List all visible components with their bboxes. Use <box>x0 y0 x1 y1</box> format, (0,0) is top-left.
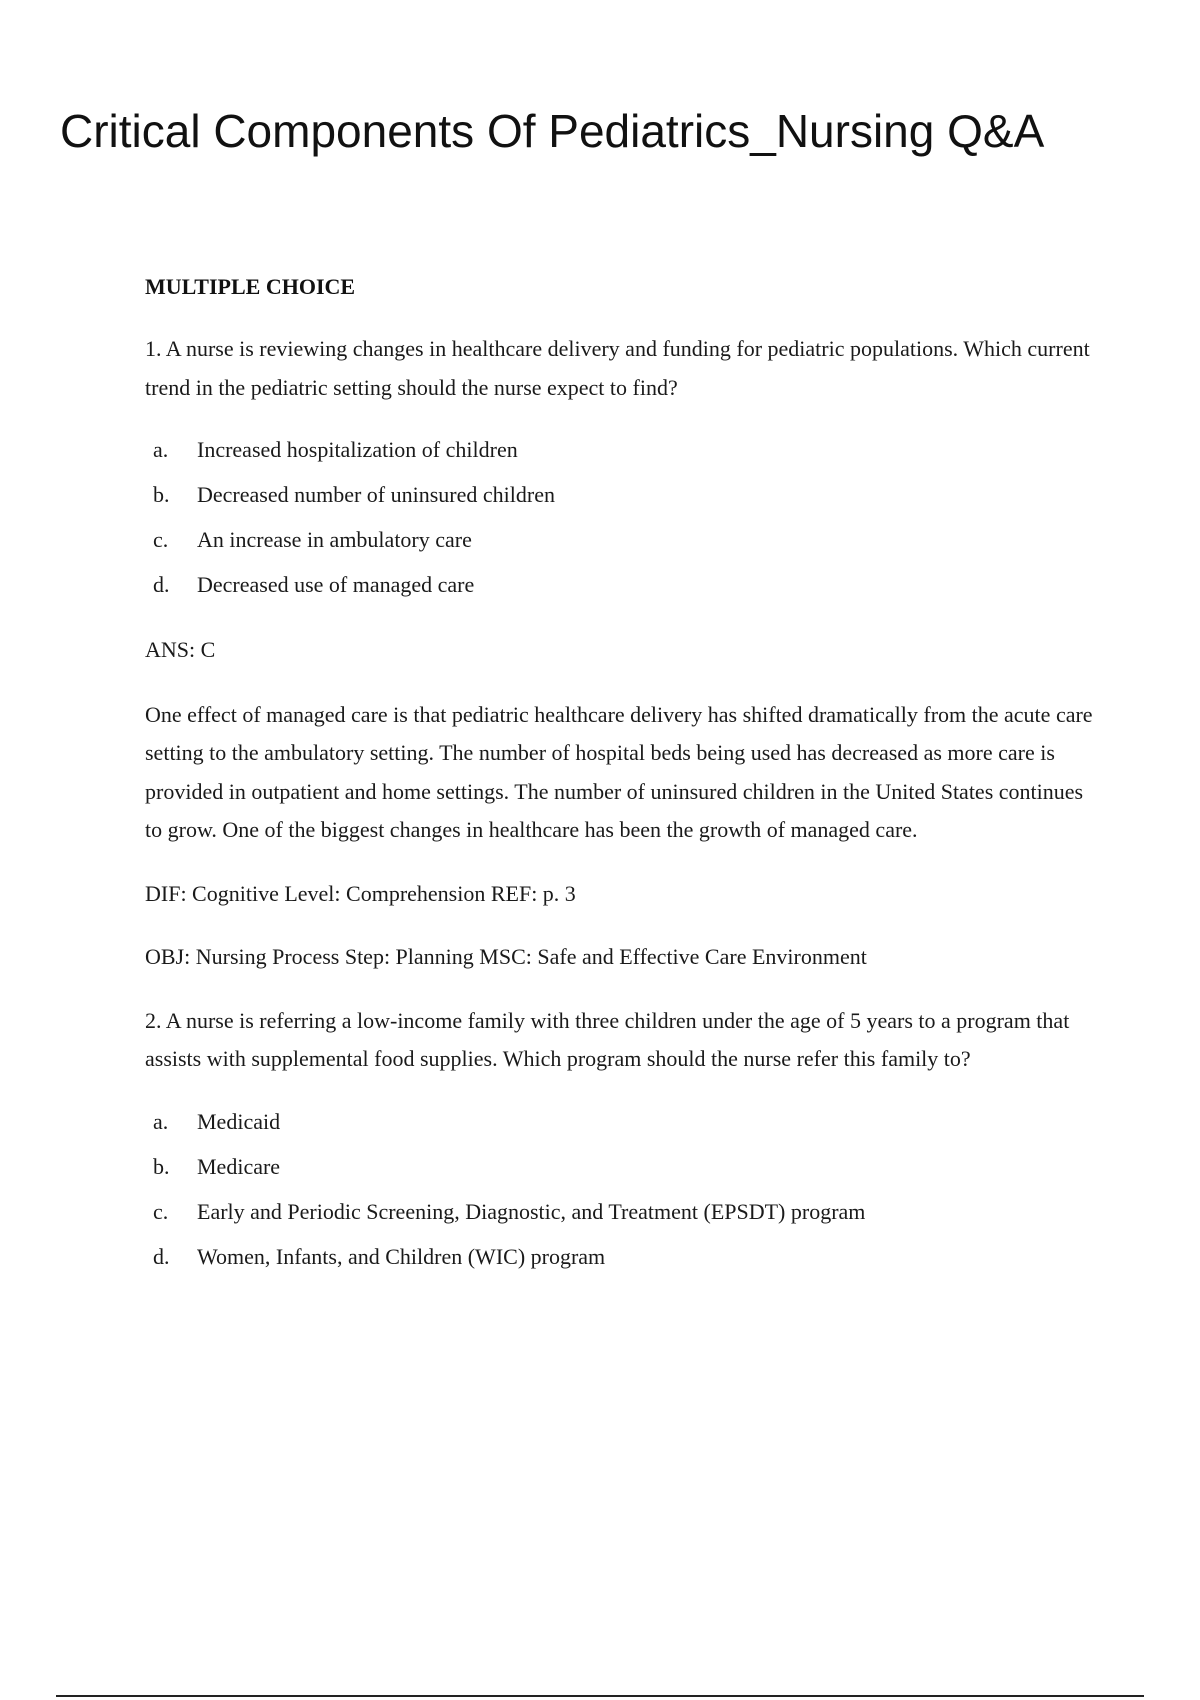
option-text: Decreased use of managed care <box>197 572 475 597</box>
option-list <box>145 1099 1105 1279</box>
option-d <box>145 1234 1105 1279</box>
question-2 <box>145 1002 1105 1279</box>
option-d <box>145 562 1105 607</box>
option-list <box>145 427 1105 607</box>
document-title: Critical Components Of Pediatrics_Nursing Q&A <box>60 105 1045 157</box>
question-stem: 2. A nurse is referring a low-income family with three children under the age of 5 years to a program that assists with supplemental food supplies. Which program should the nurse refer this family to? <box>145 1007 1070 1071</box>
difficulty-ref: DIF: Cognitive Level: Comprehension REF: p. 3 <box>145 880 576 906</box>
option-text: Early and Periodic Screening, Diagnostic, and Treatment (EPSDT) program <box>197 1198 866 1224</box>
option-letter: c. <box>153 527 169 552</box>
option-c <box>145 517 1105 562</box>
option-text: Women, Infants, and Children (WIC) program <box>197 1243 606 1269</box>
option-text: Medicaid <box>197 1108 281 1134</box>
document-body <box>145 272 1105 1303</box>
option-b <box>145 472 1105 517</box>
option-letter: b. <box>153 482 170 507</box>
question-stem: 1. A nurse is reviewing changes in healthcare delivery and funding for pediatric populations. Which current trend in the pediatric setting should the nurse expect to find? <box>145 336 1090 400</box>
answer-key: ANS: C <box>145 637 216 662</box>
objective-msc: OBJ: Nursing Process Step: Planning MSC: Safe and Effective Care Environment <box>145 944 867 969</box>
option-a <box>145 427 1105 472</box>
option-letter: a. <box>153 437 169 462</box>
option-c <box>145 1189 1105 1234</box>
option-text: An increase in ambulatory care <box>197 527 472 552</box>
option-letter: c. <box>153 1198 169 1224</box>
option-letter: d. <box>153 1243 170 1269</box>
section-label: MULTIPLE CHOICE <box>145 274 356 299</box>
option-letter: a. <box>153 1108 169 1134</box>
option-letter: b. <box>153 1153 170 1179</box>
option-text: Increased hospitalization of children <box>197 437 518 462</box>
option-b <box>145 1144 1105 1189</box>
rationale: One effect of managed care is that pediatric healthcare delivery has shifted dramatically from the acute care setting to the ambulatory setting. The number of hospital beds being used has decreased as more care is provided in outpatient and home settings. The number of uninsured children in the United States continues to grow. One of the biggest changes in healthcare has been the growth of managed care. <box>145 701 1093 842</box>
question-1 <box>145 330 1105 977</box>
option-a <box>145 1099 1105 1144</box>
option-text: Medicare <box>197 1153 281 1179</box>
option-text: Decreased number of uninsured children <box>197 482 555 507</box>
footer-divider <box>56 1695 1144 1697</box>
option-letter: d. <box>153 572 170 597</box>
